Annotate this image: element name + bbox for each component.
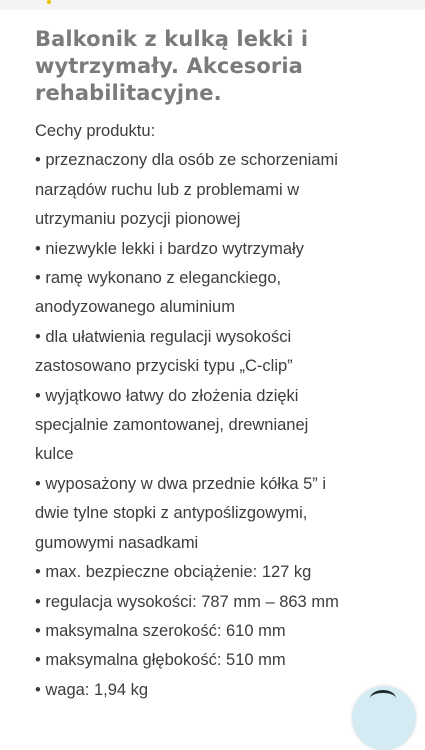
- description-line: gumowymi nasadkami: [35, 533, 199, 552]
- title-line: Balkonik z kulką lekki i: [35, 27, 309, 51]
- description-line: • niezwykle lekki i bardzo wytrzymały: [35, 239, 304, 258]
- rating-star-icon: [47, 0, 51, 4]
- product-title: [35, 26, 415, 107]
- chat-icon: [370, 690, 396, 707]
- description-line: kulce: [35, 445, 74, 464]
- description-line: • max. bezpieczne obciążenie: 127 kg: [35, 563, 312, 582]
- description-line: utrzymaniu pozycji pionowej: [35, 210, 241, 229]
- description-line: • waga: 1,94 kg: [35, 680, 149, 699]
- description-heading: Cechy produktu:: [35, 122, 156, 140]
- description-line: • regulacja wysokości: 787 mm – 863 mm: [35, 592, 339, 611]
- top-strip: [0, 0, 425, 10]
- description-line: • dla ułatwienia regulacji wysokości: [35, 327, 292, 346]
- description-line: dwie tylne stopki z antypoślizgowymi,: [35, 504, 308, 523]
- chat-button[interactable]: [352, 686, 416, 750]
- description-line: • wyposażony w dwa przednie kółka 5” i: [35, 474, 326, 493]
- description-line: zastosowano przyciski typu „C-clip”: [35, 357, 293, 376]
- description-line: • ramę wykonano z eleganckiego,: [35, 269, 282, 288]
- product-description: [35, 117, 415, 705]
- title-line: rehabilitacyjne.: [35, 81, 222, 105]
- description-line: • przeznaczony dla osób ze schorzeniami: [35, 151, 338, 170]
- description-line: • maksymalna szerokość: 610 mm: [35, 621, 286, 640]
- description-line: narządów ruchu lub z problemami w: [35, 180, 300, 199]
- description-line: • wyjątkowo łatwy do złożenia dzięki: [35, 386, 299, 405]
- product-description-section: [35, 26, 415, 705]
- description-line: specjalnie zamontowanej, drewnianej: [35, 416, 309, 435]
- title-line: wytrzymały. Akcesoria: [35, 54, 303, 78]
- description-line: • maksymalna głębokość: 510 mm: [35, 651, 286, 670]
- description-line: anodyzowanego aluminium: [35, 298, 235, 317]
